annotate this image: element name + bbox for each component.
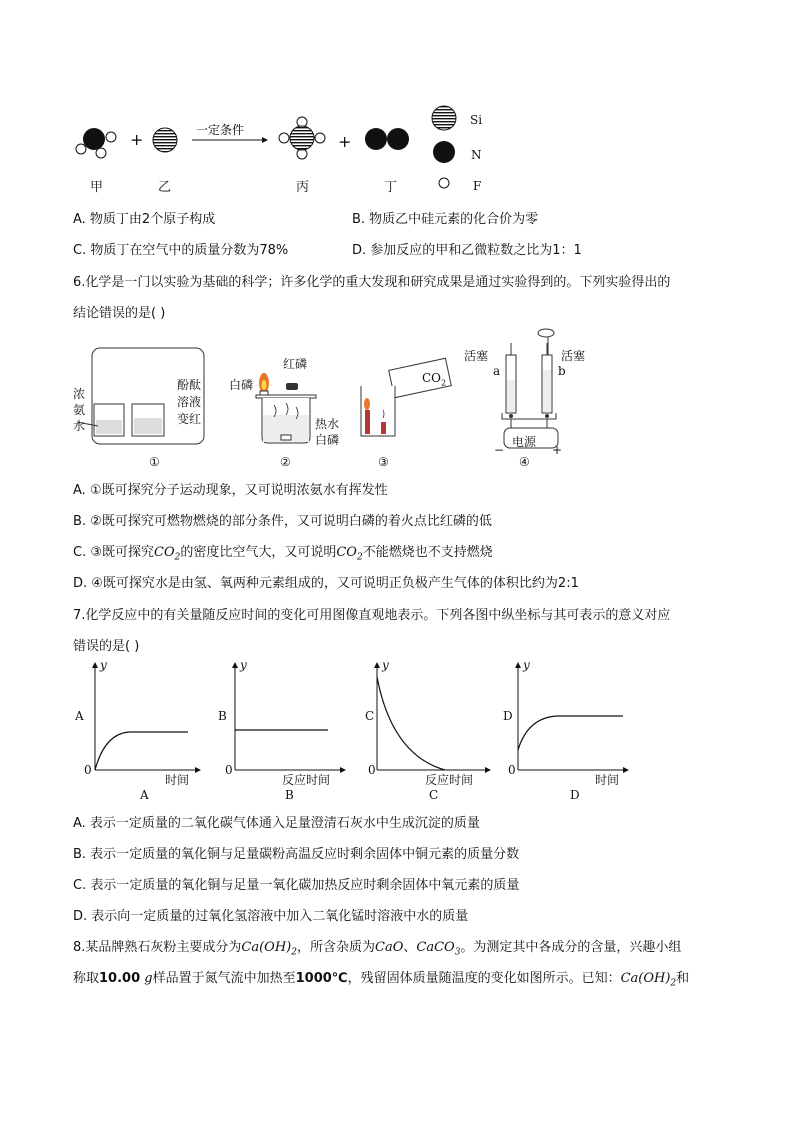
atom-legend [432,106,456,188]
label-jia: 甲 [90,180,104,195]
q7-option-a: A. 表示一定质量的二氧化碳气体通入足量澄清石灰水中生成沉淀的质量 [73,816,480,831]
graph-d-y-axis: y [523,658,530,672]
graph-b [235,663,345,770]
graph-a-origin: 0 [84,763,92,777]
graph-b-ylabel: B [218,709,227,723]
fig4-valve-right: 活塞 [561,349,586,363]
legend-n: N [471,148,482,162]
fig1-left-3: 水 [73,419,86,433]
molecule-a [76,128,116,158]
fig1-right-1: 酚酞 [177,378,202,392]
q6-option-c: C. ③既可探究$CO_2$的密度比空气大，又可说明$CO_2$不能燃烧也不支持燃烧 [73,545,493,563]
molecule-d [365,128,409,150]
graph-b-origin: 0 [225,763,233,777]
graph-a-ylabel: A [75,709,84,723]
graph-d [518,663,628,770]
fig4-valve-left: 活塞 [464,349,489,363]
graph-b-y-axis: y [240,658,247,672]
graph-d-caption: D [570,788,580,802]
molecule-c [279,117,325,159]
fig2-white-p: 白磷 [229,378,254,392]
fig2-white-p2: 白磷 [315,433,340,447]
fig1-left-1: 浓 [73,387,86,401]
fig2-red-p: 红磷 [283,357,308,371]
graph-b-caption: B [285,788,294,802]
q5-option-b: B. 物质乙中硅元素的化合价为零 [352,212,539,227]
q7-graphs [60,655,660,805]
q6-option-a: A. ①既可探究分子运动现象，又可说明浓氨水有挥发性 [73,483,388,498]
q7-option-c: C. 表示一定质量的氧化铜与足量一氧化碳加热反应时剩余固体中氧元素的质量 [73,878,520,893]
graph-d-origin: 0 [508,763,516,777]
q6-option-d: D. ④既可探究水是由氢、氧两种元素组成的，又可说明正负极产生气体的体积比约为2:1 [73,576,579,591]
fig4-power: 电源 [512,435,537,449]
q6-fig3-co2 [355,356,465,451]
q7-option-b: B. 表示一定质量的氧化铜与足量碳粉高温反应时剩余固体中铜元素的质量分数 [73,847,520,862]
q7-stem-line1: 7.化学反应中的有关量随反应时间的变化可用图像直观地表示。下列各图中纵坐标与其可表示的意义对应 [73,608,671,623]
q5-option-d: D. 参加反应的甲和乙微粒数之比为1：1 [352,243,582,258]
q6-stem-line2: 结论错误的是( ) [73,306,166,321]
arrow-label: 一定条件 [196,123,245,137]
fig3-co2: $CO_2$ [422,371,447,388]
plus-1: + [130,130,144,149]
fig1-left-2: 氨 [73,403,86,417]
fig4-a: a [493,364,501,378]
q5-reaction-figure [70,100,510,200]
fig4-number: ④ [519,455,530,469]
graph-c-ylabel: C [365,709,375,723]
legend-si: Si [470,113,483,127]
legend-f: F [473,179,482,193]
fig2-number: ② [280,455,291,469]
fig4-minus: − [494,443,505,457]
graph-a-y-axis: y [100,658,107,672]
fig4-b: b [558,364,566,378]
label-yi: 乙 [158,180,172,195]
graph-b-xlabel: 反应时间 [282,773,331,787]
fig4-plus: + [552,443,563,457]
q7-option-d: D. 表示向一定质量的过氧化氢溶液中加入二氧化锰时溶液中水的质量 [73,909,469,924]
fig1-right-3: 变红 [177,412,202,426]
q5-option-a: A. 物质丁由2个原子构成 [73,212,216,227]
q5-option-c: C. 物质丁在空气中的质量分数为78% [73,243,289,258]
fig2-hot-water: 热水 [315,417,340,431]
fig1-number: ① [149,455,160,469]
plus-2: + [338,132,352,151]
q8-stem-line2: 称取10.00 g样品置于氮气流中加热至1000℃，残留固体质量随温度的变化如图所示。已知：$Ca(OH)_2$和 [73,971,690,989]
graph-c-xlabel: 反应时间 [425,773,474,787]
graph-c-caption: C [429,788,439,802]
fig1-right-2: 溶液 [177,395,202,409]
q7-stem-line2: 错误的是( ) [73,639,140,654]
graph-d-ylabel: D [503,709,513,723]
q8-stem-line1: 8.某品牌熟石灰粉主要成分为$Ca(OH)_2$，所含杂质为CaO、CaCO$_3$。为测定其中各成分的含量，兴趣小组 [73,940,682,958]
q6-stem-line1: 6.化学是一门以实验为基础的科学；许多化学的重大发现和研究成果是通过实验得到的。下列实验得出的 [73,275,671,290]
label-ding: 丁 [384,180,398,195]
graph-a-xlabel: 时间 [165,773,190,787]
q6-fig4-electrolysis [490,325,600,455]
label-bing: 丙 [296,180,310,195]
fig3-number: ③ [378,455,389,469]
graph-a-caption: A [140,788,149,802]
graph-d-xlabel: 时间 [595,773,620,787]
graph-a [95,663,200,770]
graph-c-y-axis: y [382,658,389,672]
molecule-b [153,128,177,152]
graph-c [377,663,490,770]
q6-option-b: B. ②既可探究可燃物燃烧的部分条件，又可说明白磷的着火点比红磷的低 [73,514,492,529]
graph-c-origin: 0 [368,763,376,777]
